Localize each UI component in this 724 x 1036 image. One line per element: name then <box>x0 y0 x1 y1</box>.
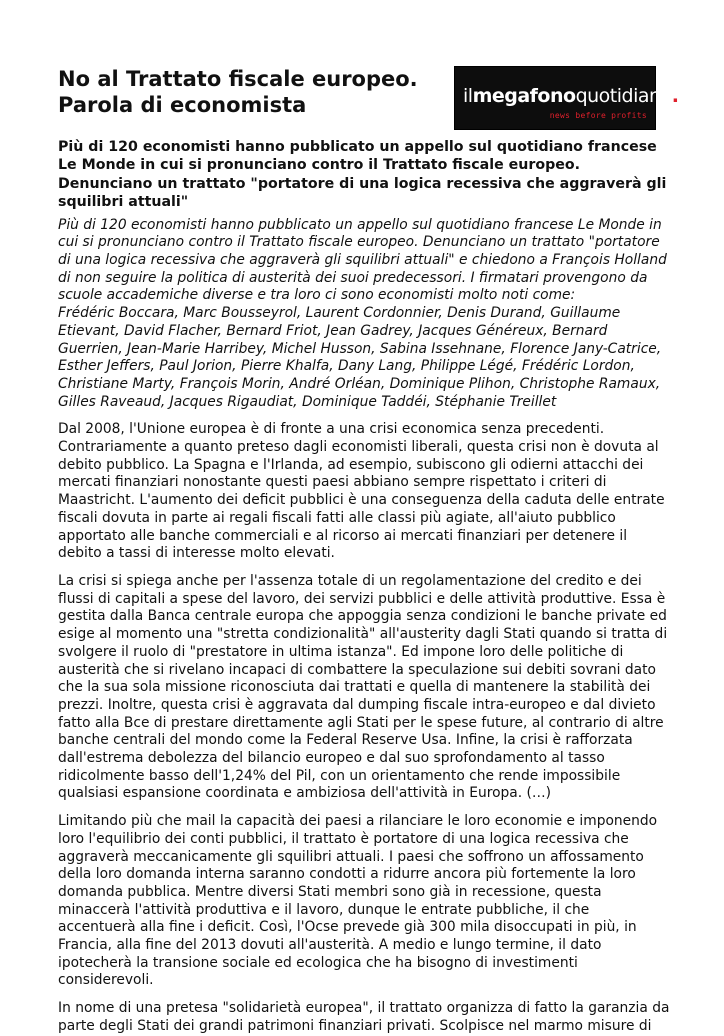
logo-tld: it <box>678 85 694 107</box>
megafono-logo[interactable] <box>454 66 694 130</box>
article-title-line-1: No al Trattato fiscale europeo. <box>58 67 418 91</box>
logo-wordmark <box>463 85 693 107</box>
intro-text: Più di 120 economisti hanno pubblicato un appello sul quotidiano francese Le Monde in cui si pronunciano contro il Trattato fiscale europeo. Denunciano un trattato "portatore di una logica recessiva che aggraverà gli squilibri attuali" e chiedono a François Holland di non seguire la politica di austerità dei suoi predecessori. I firmatari provengono da scuole accademiche diverse e tra loro ci sono economisti molto noti come: <box>58 216 667 304</box>
logo-tagline: news before profits <box>549 111 647 120</box>
signatories-list: Frédéric Boccara, Marc Bousseyrol, Laurent Cordonnier, Denis Durand, Guillaume Etievant, David Flacher, Bernard Friot, Jean Gadrey, Jacques Généreux, Bernard Guerrien, Jean-Marie Harribey, Michel Husson, Sabina Issehnane, Florence Jany-Catrice, Esther Jeffers, Paul Jorion, Pierre Khalfa, Dany Lang, Philippe Légé, Frédéric Lordon, Christiane Marty, François Morin, André Orléan, Dominique Plihon, Christophe Ramaux, Gilles Raveaud, Jacques Rigaudiat, Dominique Taddéi, Stéphanie Treillet <box>58 305 662 410</box>
logo-prefix: il <box>463 85 473 107</box>
logo-post: quotidiano <box>575 85 672 107</box>
article-header <box>58 66 694 128</box>
logo-bold: megafono <box>472 85 576 107</box>
body-paragraph-4: In nome di una pretesa "solidarietà europea", il trattato organizza di fatto la garanzia da parte degli Stati dei grandi patrimoni finanziari privati. Scolpisce nel marmo misure di <box>58 1000 670 1034</box>
article-title <box>58 66 448 118</box>
body-paragraph-3: Limitando più che mail la capacità dei paesi a rilanciare le loro economie e imponendo loro l'equilibrio dei conti pubblici, il trattato è portatore di una logica recessiva che aggraverà meccanicamente gli squilibri attuali. I paesi che soffrono un affossamento della loro domanda interna saranno condotti a ridurre ancora più fortemente la loro domanda pubblica. Mentre diversi Stati membri sono già in recessione, questa minaccerà l'attività produttiva e il lavoro, dunque le entrate pubbliche, il che accentuerà alla fine i deficit. Così, l'Ocse prevede già 300 mila disoccupati in più, in Francia, alla fine del 2013 dovuti all'austerità. A medio e lungo termine, il dato ipotecherà la transione sociale ed ecologica che ha bisogno di investimenti considerevoli. <box>58 813 658 989</box>
article-title-line-2: Parola di economista <box>58 93 307 117</box>
article-lead: Più di 120 economisti hanno pubblicato un appello sul quotidiano francese Le Monde in cui si pronunciano contro il Trattato fiscale europeo. Denunciano un trattato "portatore di una logica recessiva che aggraverà gli squilibri attuali" <box>58 139 667 211</box>
body-paragraph-2: La crisi si spiega anche per l'assenza totale di un regolamentazione del credito e dei flussi di capitali a spese del lavoro, dei servizi pubblici e delle attività produttive. Essa è gestita dalla Banca centrale europa che appoggia senza condizioni le banche private ed esige al momento una "stretta condizionalità" all'austerity dagli Stati quando si tratta di svolgere il ruolo di "prestatore in ultima istanza". Ed impone loro delle politiche di austerità che si rivelano incapaci di combattere la speculazione sui debiti sovrani dato che la sua sola missione riconosciuta dai trattati e quella di mantenere la stabilità dei prezzi. Inoltre, questa crisi è aggravata dal dumping fiscale intra-europeo e dal divieto fatto alla Bce di prestare direttamente agli Stati per le spese future, al contrario di altre banche centrali del mondo come la Federal Reserve Usa. Infine, la crisi è rafforzata dall'estrema debolezza del bilancio europeo e dal suo sprofondamento al tasso ridicolmente basso dell'1,24% del Pil, con un orientamento che rende impossibile qualsiasi espansione coordinata e ambiziosa dell'attività in Europa. (…) <box>58 572 668 802</box>
body-paragraph-1: Dal 2008, l'Unione europea è di fronte a una crisi economica senza precedenti. Contrariamente a quanto preteso dagli economisti liberali, questa crisi non è dovuta al debito pubblico. La Spagna e l'Irlanda, ad esempio, subiscono gli odierni attacchi dei mercati finanziari nonostante questi paesi abbiano sempre rispettato i criteri di Maastricht. L'aumento dei deficit pubblici è una conseguenza della caduta delle entrate fiscali dovuta in parte ai regali fiscali fatti alle classi più agiate, all'aiuto pubblico apportato alle banche commerciali e al ricorso ai mercati finanziari per detenere il debito a tassi di interesse molto elevati. <box>58 421 665 562</box>
article-intro <box>58 217 670 412</box>
logo-dot: . <box>671 85 679 107</box>
article-page <box>58 66 694 1036</box>
